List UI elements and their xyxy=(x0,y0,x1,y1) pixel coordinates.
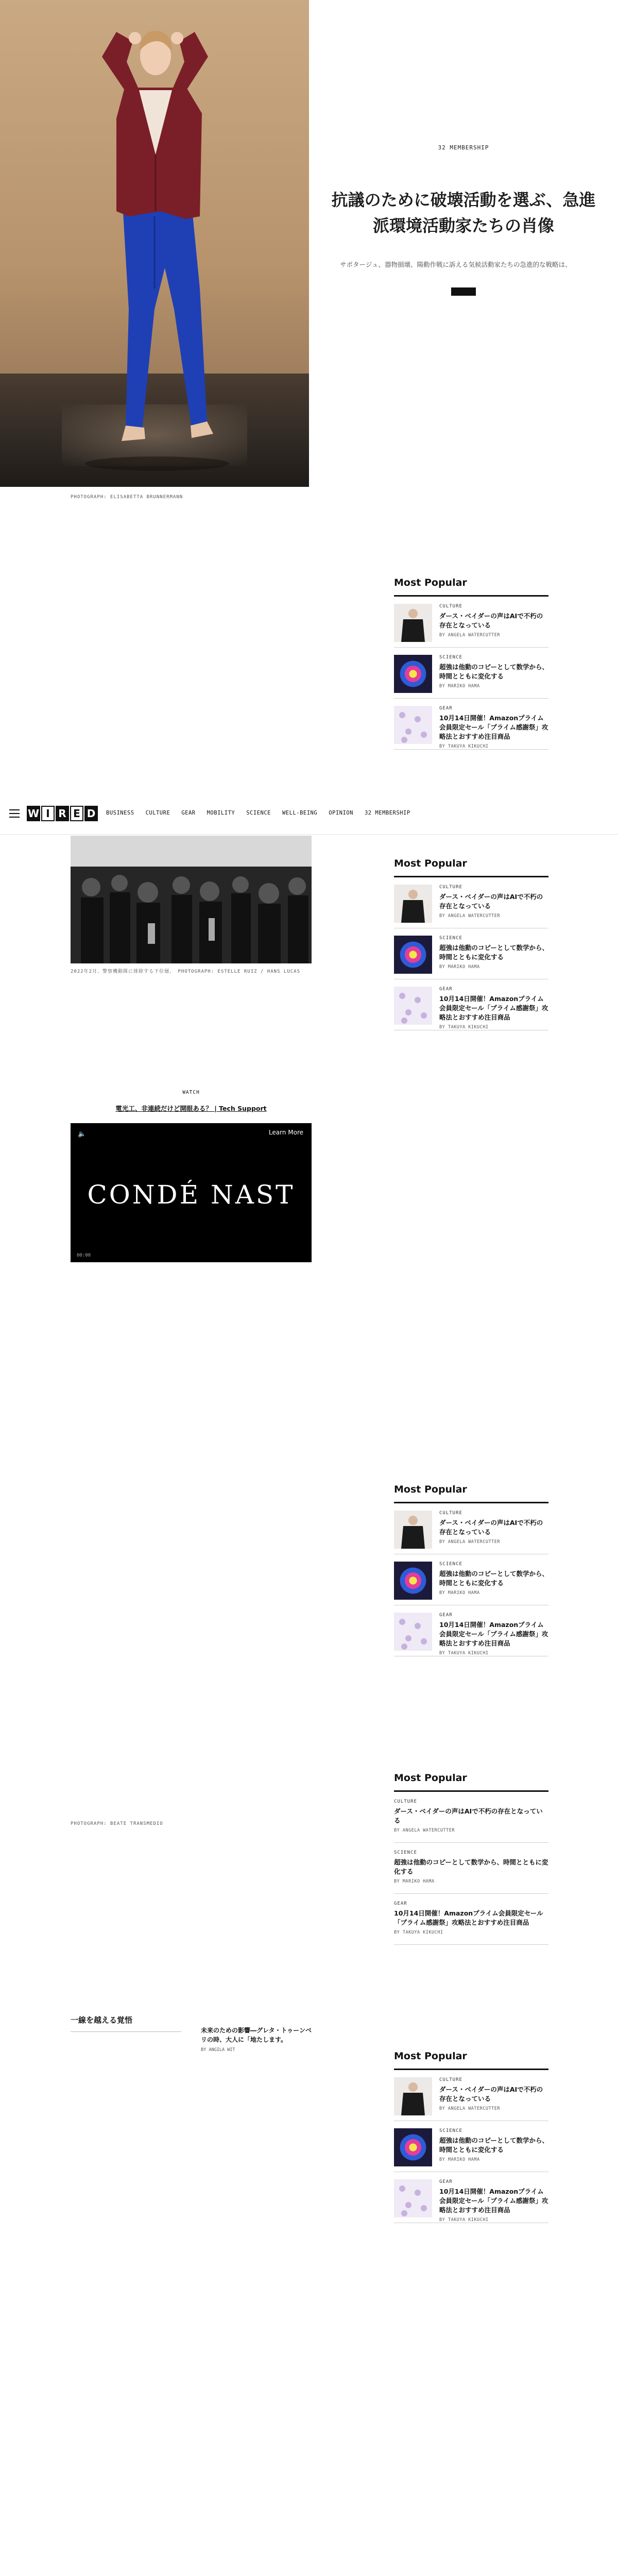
popular-headline[interactable]: 超強は他動のコピーとして数学から、時間とともに変化する xyxy=(394,1858,548,1875)
popular-headline[interactable]: ダース・ベイダーの声はAIで不朽の存在となっている xyxy=(439,893,543,910)
nav-link-culture[interactable]: CULTURE xyxy=(145,810,170,816)
popular-category[interactable]: SCIENCE xyxy=(439,655,462,660)
popular-item-text xyxy=(439,1511,548,1547)
nav-link-mobility[interactable]: MOBILITY xyxy=(207,810,235,816)
logo-letter: W xyxy=(27,806,40,821)
popular-item[interactable] xyxy=(394,877,548,928)
popular-byline: BY TAKUYA KIKUCHI xyxy=(439,1651,489,1656)
video-brand-wordmark: CONDÉ NAST xyxy=(87,1180,295,1210)
photo-credit: PHOTOGRAPH: ELISABETTA BRUNNERMANN xyxy=(71,495,183,500)
popular-item-text xyxy=(439,2179,548,2223)
popular-item[interactable] xyxy=(394,1605,548,1656)
sidebar-title: Most Popular xyxy=(394,1484,548,1503)
popular-item-text xyxy=(394,1799,548,1835)
popular-headline[interactable]: 超強は他動のコピーとして数学から、時間とともに変化する xyxy=(439,944,549,961)
popular-byline: BY MARIKO HAMA xyxy=(439,964,480,970)
popular-item-text xyxy=(439,987,548,1030)
popular-item[interactable] xyxy=(394,1503,548,1554)
popular-byline: BY ANGELA WATERCUTTER xyxy=(439,633,500,638)
popular-item[interactable] xyxy=(394,699,548,750)
popular-headline[interactable]: 10月14日開催！Amazonプライム会員限定セール「プライム感謝祭」攻略法とおすすめ注目商品 xyxy=(394,1909,543,1926)
byline-badge[interactable] xyxy=(451,287,476,296)
popular-item-text xyxy=(439,936,548,972)
hero-rubric[interactable]: 32 MEMBERSHIP xyxy=(438,144,489,151)
photo-caption: 2022年2月、警察機動隊に排除する下位層。 PHOTOGRAPH: ESTELLE RUIZ / HANS LUCAS xyxy=(71,969,300,974)
hero xyxy=(0,0,618,487)
popular-thumbnail[interactable] xyxy=(394,2128,432,2166)
popular-category[interactable]: GEAR xyxy=(439,2179,453,2184)
subhead-divider xyxy=(71,2031,181,2032)
popular-item[interactable] xyxy=(394,979,548,1030)
nav-link-business[interactable]: BUSINESS xyxy=(106,810,134,816)
section-subhead: 一線を越える覚悟 xyxy=(71,2015,133,2025)
popular-headline[interactable]: ダース・ベイダーの声はAIで不朽の存在となっている xyxy=(439,2086,543,2103)
popular-thumbnail[interactable] xyxy=(394,1511,432,1549)
nav-utility-area xyxy=(451,807,606,820)
popular-item-text xyxy=(439,885,548,921)
related-article-card[interactable] xyxy=(201,2026,312,2053)
popular-category[interactable]: SCIENCE xyxy=(439,936,462,941)
hero-copy xyxy=(330,144,597,307)
site-logo[interactable] xyxy=(27,806,99,821)
popular-category[interactable]: SCIENCE xyxy=(439,1562,462,1567)
popular-category[interactable]: SCIENCE xyxy=(394,1850,417,1855)
popular-list xyxy=(394,877,548,1030)
popular-headline[interactable]: 10月14日開催！Amazonプライム会員限定セール「プライム感謝祭」攻略法とおすすめ注目商品 xyxy=(439,995,548,1021)
popular-category[interactable]: GEAR xyxy=(439,987,453,992)
popular-headline[interactable]: 超強は他動のコピーとして数学から、時間とともに変化する xyxy=(439,663,549,680)
popular-category[interactable]: CULTURE xyxy=(439,885,462,890)
popular-item-text xyxy=(439,2077,548,2113)
most-popular-sidebar xyxy=(394,1484,548,1656)
popular-item-text xyxy=(439,1562,548,1598)
popular-byline: BY ANGELA WATERCUTTER xyxy=(439,913,500,919)
popular-item-text xyxy=(394,1850,548,1886)
protest-photo xyxy=(71,836,312,963)
article-dek: サボタージュ、器物損壊、陽動作戦に訴える気候活動家たちの急進的な戦略は、 xyxy=(340,261,572,268)
popular-byline: BY TAKUYA KIKUCHI xyxy=(394,1930,443,1935)
popular-byline: BY MARIKO HAMA xyxy=(394,1879,435,1884)
body-section-a xyxy=(71,1275,312,1285)
popular-headline[interactable]: 10月14日開催！Amazonプライム会員限定セール「プライム感謝祭」攻略法とおすすめ注目商品 xyxy=(439,714,548,740)
watch-video-link[interactable]: 電光工、非連続だけど開眼ある？ | Tech Support xyxy=(115,1105,267,1112)
popular-headline[interactable]: 超強は他動のコピーとして数学から、時間とともに変化する xyxy=(439,2137,549,2154)
body-section-c xyxy=(71,2267,312,2277)
popular-list xyxy=(394,1792,548,1945)
popular-byline: BY TAKUYA KIKUCHI xyxy=(439,2217,489,2223)
popular-thumbnail[interactable] xyxy=(394,1562,432,1600)
speaker-icon[interactable]: 🔈 xyxy=(78,1130,87,1138)
popular-list xyxy=(394,597,548,750)
logo-letter: D xyxy=(84,806,98,821)
popular-item-text xyxy=(394,1901,548,1937)
logo-letter: R xyxy=(56,806,69,821)
popular-item[interactable] xyxy=(394,1894,548,1945)
popular-byline: BY ANGELA WATERCUTTER xyxy=(394,1828,455,1833)
popular-byline: BY MARIKO HAMA xyxy=(439,684,480,689)
logo-letter: E xyxy=(70,806,83,821)
popular-thumbnail[interactable] xyxy=(394,706,432,744)
popular-thumbnail[interactable] xyxy=(394,885,432,923)
popular-thumbnail[interactable] xyxy=(394,2179,432,2217)
most-popular-sidebar-compact xyxy=(394,1772,548,1945)
popular-thumbnail[interactable] xyxy=(394,655,432,693)
popular-headline[interactable]: ダース・ベイダーの声はAIで不朽の存在となっている xyxy=(439,1519,543,1536)
popular-headline[interactable]: 10月14日開催！Amazonプライム会員限定セール「プライム感謝祭」攻略法とおすすめ注目商品 xyxy=(439,1621,548,1647)
nav-link-opinion[interactable]: OPINION xyxy=(329,810,353,816)
sidebar-title: Most Popular xyxy=(394,858,548,877)
popular-item[interactable] xyxy=(394,2070,548,2121)
watch-block xyxy=(71,1090,312,1113)
photo-credit: PHOTOGRAPH: BEATE TRANSMEDIO xyxy=(71,1821,163,1826)
most-popular-sidebar xyxy=(394,858,548,1030)
nav-link-well-being[interactable]: WELL-BEING xyxy=(282,810,318,816)
watch-label: WATCH xyxy=(182,1090,200,1095)
protest-scene xyxy=(71,836,312,963)
popular-item[interactable] xyxy=(394,1843,548,1894)
popular-item-text xyxy=(439,655,548,691)
popular-item[interactable] xyxy=(394,648,548,699)
popular-item[interactable] xyxy=(394,928,548,979)
hero-photo xyxy=(0,0,309,487)
popular-category[interactable]: GEAR xyxy=(439,1613,453,1618)
popular-category[interactable]: GEAR xyxy=(394,1901,407,1906)
popular-item-text xyxy=(439,604,548,640)
popular-thumbnail[interactable] xyxy=(394,604,432,642)
sidebar-title: Most Popular xyxy=(394,577,548,597)
popular-category[interactable]: CULTURE xyxy=(439,2077,462,2082)
popular-headline[interactable]: ダース・ベイダーの声はAIで不朽の存在となっている xyxy=(439,612,543,629)
sidebar-title: Most Popular xyxy=(394,1772,548,1792)
video-player[interactable] xyxy=(71,1123,312,1262)
related-article-byline: BY ANGILA WIT xyxy=(201,2047,235,2053)
popular-thumbnail[interactable] xyxy=(394,987,432,1025)
popular-headline[interactable]: ダース・ベイダーの声はAIで不朽の存在となっている xyxy=(394,1807,543,1824)
nav-link-science[interactable]: SCIENCE xyxy=(246,810,271,816)
popular-item[interactable] xyxy=(394,597,548,648)
subhead-body xyxy=(71,2035,184,2045)
popular-item[interactable] xyxy=(394,1554,548,1605)
menu-icon[interactable] xyxy=(9,809,20,818)
popular-list xyxy=(394,2070,548,2223)
popular-byline: BY MARIKO HAMA xyxy=(439,2157,480,2162)
popular-item-text xyxy=(439,2128,548,2164)
popular-category[interactable]: CULTURE xyxy=(439,604,462,609)
intro-section xyxy=(71,495,312,521)
popular-category[interactable]: GEAR xyxy=(439,706,453,711)
popular-item-text xyxy=(439,706,548,749)
popular-thumbnail[interactable] xyxy=(394,2077,432,2115)
popular-category[interactable]: CULTURE xyxy=(439,1511,462,1516)
logo-letter: I xyxy=(41,806,55,821)
popular-category[interactable]: CULTURE xyxy=(394,1799,417,1804)
popular-thumbnail[interactable] xyxy=(394,1613,432,1651)
most-popular-sidebar xyxy=(394,2050,548,2223)
popular-headline[interactable]: 超強は他動のコピーとして数学から、時間とともに変化する xyxy=(439,1570,549,1587)
site-nav xyxy=(0,792,618,835)
nav-links xyxy=(106,810,422,816)
nav-link-membership[interactable]: 32 MEMBERSHIP xyxy=(364,810,410,816)
popular-byline: BY ANGELA WATERCUTTER xyxy=(439,2106,500,2111)
popular-item[interactable] xyxy=(394,1792,548,1843)
video-timecode: 00:00 xyxy=(77,1253,91,1258)
popular-byline: BY TAKUYA KIKUCHI xyxy=(439,1025,489,1030)
popular-headline[interactable]: 10月14日開催！Amazonプライム会員限定セール「プライム感謝祭」攻略法とおすすめ注目商品 xyxy=(439,2188,548,2214)
sidebar-title: Most Popular xyxy=(394,2050,548,2070)
popular-byline: BY TAKUYA KIKUCHI xyxy=(439,744,489,749)
most-popular-sidebar xyxy=(394,577,548,750)
popular-list xyxy=(394,1503,548,1656)
portrait-figure xyxy=(0,0,309,487)
popular-item[interactable] xyxy=(394,2172,548,2223)
popular-byline: BY ANGELA WATERCUTTER xyxy=(439,1539,500,1545)
learn-more-link[interactable]: Learn More xyxy=(268,1129,303,1136)
crowd-section xyxy=(71,968,312,998)
related-article-title[interactable]: 未来のための影響―グレタ・トゥーンベリの時、大人に「地たします。 xyxy=(201,2027,312,2043)
article-title: 抗議のために破壊活動を選ぶ、急進派環境活動家たちの肖像 xyxy=(331,190,596,235)
nav-link-gear[interactable]: GEAR xyxy=(181,810,196,816)
popular-category[interactable]: SCIENCE xyxy=(439,2128,462,2133)
popular-item[interactable] xyxy=(394,2121,548,2172)
popular-item-text xyxy=(439,1613,548,1656)
popular-thumbnail[interactable] xyxy=(394,936,432,974)
popular-byline: BY MARIKO HAMA xyxy=(439,1590,480,1596)
body-section-b xyxy=(71,1821,312,1848)
